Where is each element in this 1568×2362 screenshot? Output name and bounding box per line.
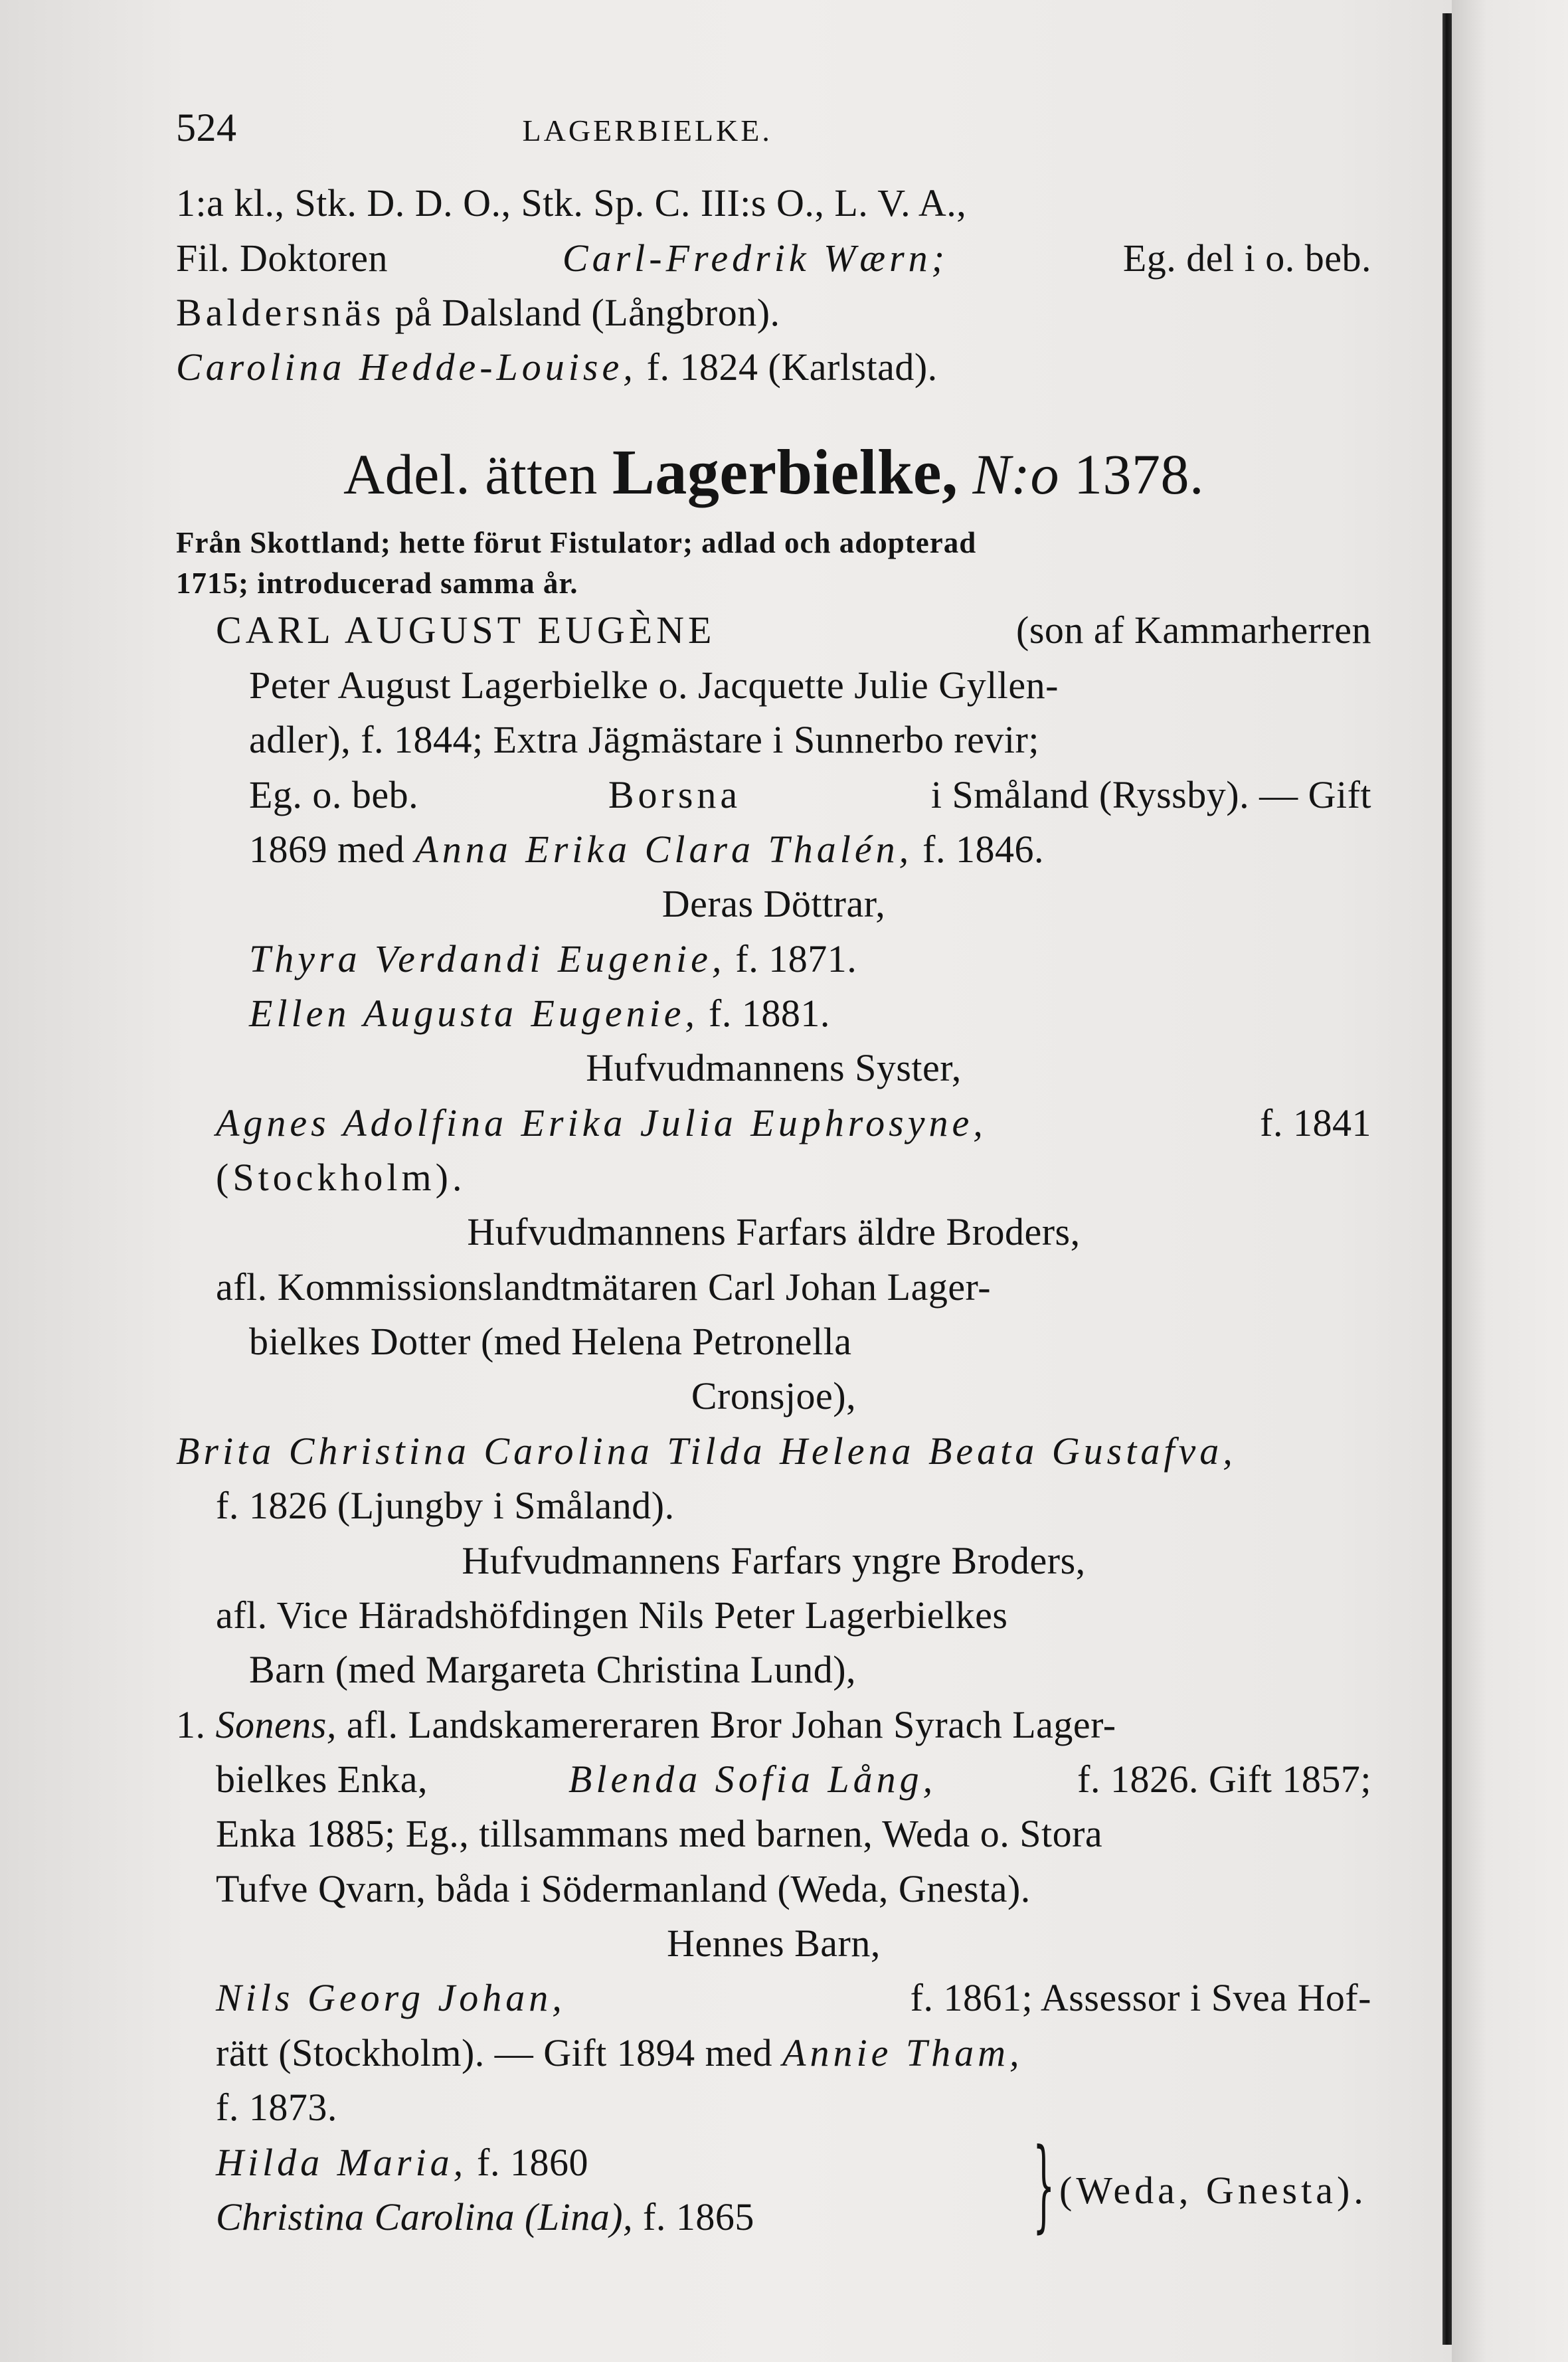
page-text xyxy=(176,100,1371,2244)
daughters-heading: Deras Döttrar, xyxy=(661,882,886,926)
child-hilda: Hilda Maria, f. 1860 xyxy=(216,2140,588,2184)
head-line-4: Eg. o. beb. Borsna i Småland (Ryssby). — Gift xyxy=(249,772,1371,816)
shared-place: (Weda, Gnesta). xyxy=(1059,2168,1367,2212)
child-nils-line-3: f. 1873. xyxy=(216,2086,337,2130)
farfar-elder-heading: Hufvudmannens Farfars äldre Broders, xyxy=(467,1210,1081,1254)
cont-line-1: 1:a kl., Stk. D. D. O., Stk. Sp. C. III:s O., L. V. A., xyxy=(176,181,967,225)
children-heading: Hennes Barn, xyxy=(667,1922,881,1965)
son-line-1: 1. Sonens, afl. Landskamereraren Bror Johan Syrach Lager- xyxy=(176,1702,1116,1746)
farfar-elder-child-born: f. 1826 (Ljungby i Småland). xyxy=(216,1484,675,1528)
family-title: Adel. ätten Lagerbielke, N:o 1378. xyxy=(343,436,1204,507)
farfar-younger-heading: Hufvudmannens Farfars yngre Broders, xyxy=(462,1538,1086,1582)
sister-heading: Hufvudmannens Syster, xyxy=(586,1046,962,1090)
farfar-elder-line-3: Cronsjoe), xyxy=(691,1374,857,1418)
son-line-3: Enka 1885; Eg., tillsammans med barnen, Weda o. Stora xyxy=(216,1812,1103,1856)
page-number: 524 xyxy=(176,106,237,149)
head-line-3: adler), f. 1844; Extra Jägmästare i Sunnerbo revir; xyxy=(249,718,1039,762)
family-origin: Från Skottland; hette förut Fistulator; adlad och adopterad 1715; introducerad samma år. xyxy=(176,525,977,600)
daughter-2: Ellen Augusta Eugenie, f. 1881. xyxy=(249,991,830,1035)
daughter-1: Thyra Verdandi Eugenie, f. 1871. xyxy=(249,937,857,980)
son-line-4: Tufve Qvarn, båda i Södermanland (Weda, Gnesta). xyxy=(216,1866,1031,1910)
running-head: LAGERBIELKE. xyxy=(522,114,772,147)
book-page-edge xyxy=(1442,13,1452,2345)
cont-line-4: Carolina Hedde-Louise, f. 1824 (Karlstad). xyxy=(176,345,938,389)
sister-line-2: (Stockholm). xyxy=(216,1156,466,1200)
head-line-1: CARL AUGUST EUGÈNE (son af Kammarherren xyxy=(216,608,1371,652)
page-header xyxy=(176,100,1371,156)
son-line-2: bielkes Enka, Blenda Sofia Lång, f. 1826. Gift 1857; xyxy=(216,1757,1371,1801)
curly-brace-icon: } xyxy=(1033,2127,1055,2243)
farfar-elder-child: Brita Christina Carolina Tilda Helena Beata Gustafva, xyxy=(176,1429,1237,1473)
book-gutter-shadow xyxy=(1452,0,1568,2362)
child-nils-line-2: rätt (Stockholm). — Gift 1894 med Annie Tham, xyxy=(216,2031,1023,2074)
child-nils-line-1: Nils Georg Johan, f. 1861; Assessor i Svea Hof- xyxy=(216,1976,1371,2020)
farfar-elder-line-1: afl. Kommissionslandtmätaren Carl Johan Lager- xyxy=(216,1265,992,1309)
cont-line-2: Fil. Doktoren Carl-Fredrik Wærn; Eg. del i o. beb. xyxy=(176,236,1371,280)
cont-line-3: Baldersnäs på Dalsland (Långbron). xyxy=(176,290,780,334)
daughters-group xyxy=(176,2127,1371,2245)
head-line-2: Peter August Lagerbielke o. Jacquette Julie Gyllen- xyxy=(249,663,1059,707)
farfar-elder-line-2: bielkes Dotter (med Helena Petronella xyxy=(249,1320,852,1364)
farfar-younger-line-2: Barn (med Margareta Christina Lund), xyxy=(249,1648,857,1692)
head-line-5: 1869 med Anna Erika Clara Thalén, f. 1846. xyxy=(249,827,1044,871)
sister-line-1: Agnes Adolfina Erika Julia Euphrosyne, f. 1841 xyxy=(216,1101,1371,1144)
farfar-younger-line-1: afl. Vice Häradshöfdingen Nils Peter Lagerbielkes xyxy=(216,1593,1008,1637)
child-christina: Christina Carolina (Lina), f. 1865 xyxy=(216,2195,754,2238)
